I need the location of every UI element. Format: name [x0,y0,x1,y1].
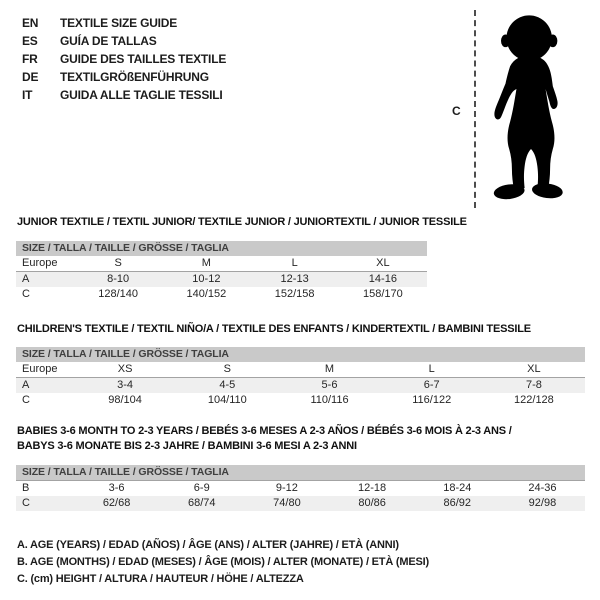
babies-size-table [16,465,585,511]
junior-size-table [16,241,427,302]
table-cell: 68/74 [187,497,216,509]
lang-title: TEXTILE SIZE GUIDE [60,16,178,30]
table-cell: 18-24 [443,482,472,494]
lang-code: EN [22,16,39,30]
lang-code: IT [22,88,33,102]
babies-table-title [17,424,512,454]
table-cell: 5-6 [321,379,338,391]
table-cell: S [114,257,122,269]
lang-row-fr [22,50,226,68]
table-row [16,272,427,287]
note-c: C. (cm) HEIGHT / ALTURA / HAUTEUR / HÖHE / ALTEZZA [17,573,304,585]
table-cell: 8-10 [107,273,130,285]
size-header-bar: SIZE / TALLA / TAILLE / GRÖSSE / TAGLIA [16,347,585,362]
lang-code: DE [22,70,39,84]
table-cell: L [291,257,298,269]
table-cell: S [223,363,231,375]
table-cell: M [201,257,211,269]
row-label: A [22,379,30,391]
junior-table-title: JUNIOR TEXTILE / TEXTIL JUNIOR/ TEXTILE JUNIOR / JUNIORTEXTIL / JUNIOR TESSILE [17,216,467,228]
table-rows [16,481,585,511]
row-label: C [22,394,30,406]
babies-title-line2: BABYS 3-6 MONATE BIS 2-3 JAHRE / BAMBINI 3-6 MESI A 2-3 ANNI [17,440,357,452]
language-legend [22,14,226,104]
lang-title: GUIDE DES TAILLES TEXTILE [60,52,227,66]
table-cell: 122/128 [514,394,554,406]
table-cell: XL [376,257,390,269]
table-cell: 12-13 [280,273,309,285]
table-cell: 86/92 [443,497,472,509]
lang-code: FR [22,52,38,66]
lang-row-es [22,32,226,50]
lang-code: ES [22,34,38,48]
row-label: C [22,497,30,509]
table-cell: 128/140 [98,288,138,300]
table-cell: M [324,363,335,375]
lang-title: GUÍA DE TALLAS [60,34,157,48]
height-measure-dashed-line [474,10,476,208]
lang-row-de [22,68,226,86]
table-cell: 6-7 [423,379,440,391]
table-cell: 3-4 [117,379,134,391]
lang-row-en [22,14,226,32]
lang-title: GUIDA ALLE TAGLIE TESSILI [60,88,223,102]
table-cell: 14-16 [368,273,397,285]
table-cell: 98/104 [108,394,142,406]
row-label: B [22,482,30,494]
table-row [16,393,585,408]
row-label: C [22,288,30,300]
table-cell: 140/152 [186,288,227,300]
table-cell: 24-36 [528,482,557,494]
table-cell: 158/170 [362,288,403,300]
note-b: B. AGE (MONTHS) / EDAD (MESES) / ÂGE (MOIS) / ALTER (MONATE) / ETÀ (MESI) [17,556,429,568]
table-cell: 110/116 [310,394,349,406]
row-label: Europe [22,363,58,375]
baby-silhouette-image [481,8,581,210]
size-header-bar: SIZE / TALLA / TAILLE / GRÖSSE / TAGLIA [16,465,585,481]
table-row [16,496,585,511]
table-cell: XL [527,363,541,375]
table-cell: 80/86 [358,497,386,509]
row-label: A [22,273,30,285]
measurement-notes [17,537,429,588]
size-header-bar: SIZE / TALLA / TAILLE / GRÖSSE / TAGLIA [16,241,427,256]
table-row [16,256,427,272]
row-label: Europe [22,257,58,269]
table-cell: 4-5 [219,379,236,391]
table-cell: 152/158 [274,288,315,300]
table-cell: 7-8 [525,379,542,391]
lang-row-it [22,86,226,104]
table-row [16,362,585,378]
note-a: A. AGE (YEARS) / EDAD (AÑOS) / ÂGE (ANS) / ALTER (JAHRE) / ETÀ (ANNI) [17,539,399,551]
table-cell: 74/80 [273,497,301,509]
lang-title: TEXTILGRÖßENFÜHRUNG [60,70,209,84]
table-cell: 104/110 [207,394,247,406]
table-cell: 62/68 [102,497,131,509]
table-row [16,481,585,496]
table-cell: 92/98 [528,497,557,509]
table-rows [16,256,427,302]
table-row [16,378,585,393]
table-cell: XS [117,363,133,375]
table-row [16,287,427,302]
table-cell: 6-9 [193,482,210,494]
table-cell: 3-6 [108,482,125,494]
children-size-table [16,347,585,408]
table-cell: 116/122 [412,394,452,406]
table-cell: 10-12 [192,273,221,285]
table-cell: L [428,363,435,375]
table-cell: 9-12 [275,482,298,494]
table-cell: 12-18 [358,482,387,494]
babies-title-line1: BABIES 3-6 MONTH TO 2-3 YEARS / BEBÉS 3-6 MESES A 2-3 AÑOS / BÉBÉS 3-6 MOIS À 2-3 ANS / [17,425,512,437]
height-measure-label: C [452,104,461,118]
children-table-title: CHILDREN'S TEXTILE / TEXTIL NIÑO/A / TEXTILE DES ENFANTS / KINDERTEXTIL / BAMBINI TESSILE [17,323,531,335]
table-rows [16,362,585,408]
